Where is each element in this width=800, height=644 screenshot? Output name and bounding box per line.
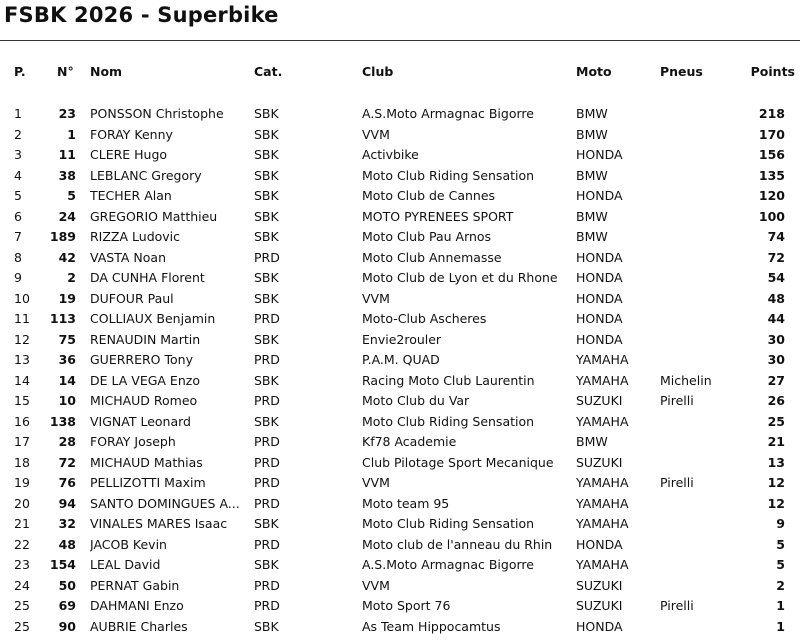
cell-moto: YAMAHA [576,557,629,572]
cell-position: 21 [14,516,30,531]
cell-moto: YAMAHA [576,475,629,490]
cell-moto: HONDA [576,618,623,634]
cell-category: PRD [254,577,280,593]
cell-club: Moto Club Riding Sensation [362,516,535,531]
cell-name: DE LA VEGA Enzo [90,372,200,388]
cell-points: 120 [758,188,785,203]
cell-moto: HONDA [576,331,623,347]
cell-points: 1 [776,598,785,613]
cell-moto: HONDA [576,311,623,326]
cell-number: 50 [58,577,76,593]
cell-number: 113 [49,311,76,326]
cell-points: 48 [767,290,785,306]
cell-category: PRD [254,598,280,613]
table-row [0,207,800,227]
cell-category: PRD [254,311,280,326]
cell-moto: HONDA [576,536,623,552]
cell-points: 25 [767,413,785,429]
cell-number: 42 [58,249,76,265]
title-divider [0,40,800,41]
cell-points: 2 [776,577,785,593]
cell-club: VVM [362,290,390,306]
cell-category: SBK [254,229,279,244]
cell-name: FORAY Joseph [90,434,176,449]
cell-points: 30 [767,331,785,347]
table-row [0,104,800,124]
cell-name: LEBLANC Gregory [90,167,202,183]
cell-number: 36 [58,352,76,367]
cell-name: VIGNAT Leonard [90,413,191,429]
cell-moto: HONDA [576,188,623,203]
cell-position: 2 [14,126,22,142]
cell-category: SBK [254,516,279,531]
cell-position: 24 [14,577,30,593]
cell-name: CLERE Hugo [90,147,168,162]
cell-moto: YAMAHA [576,516,629,531]
cell-club: Racing Moto Club Laurentin [362,372,535,388]
cell-moto: BMW [576,434,608,449]
table-row [0,350,800,370]
table-row [0,248,800,268]
table-header [0,62,800,82]
cell-points: 26 [767,393,785,408]
cell-points: 5 [776,557,785,572]
table-row [0,145,800,165]
cell-moto: SUZUKI [576,598,623,613]
table-row [0,412,800,432]
cell-club: Moto club de l'anneau du Rhin [362,536,553,552]
cell-position: 19 [14,475,30,490]
cell-position: 22 [14,536,30,552]
cell-category: SBK [254,413,279,429]
cell-points: 100 [758,208,785,224]
cell-name: COLLIAUX Benjamin [90,311,216,326]
cell-number: 38 [58,167,76,183]
cell-points: 21 [767,434,785,449]
cell-position: 1 [14,106,22,121]
cell-points: 12 [767,475,785,490]
cell-number: 189 [49,229,76,244]
cell-number: 75 [58,331,76,347]
table-row [0,473,800,493]
cell-category: SBK [254,372,279,388]
cell-tyres: Pirelli [660,598,694,613]
cell-points: 9 [776,516,785,531]
cell-number: 14 [58,372,76,388]
cell-points: 12 [767,495,785,511]
cell-points: 30 [767,352,785,367]
cell-category: SBK [254,290,279,306]
cell-moto: BMW [576,167,608,183]
cell-club: Moto Club Pau Arnos [362,229,492,244]
cell-position: 6 [14,208,22,224]
cell-category: SBK [254,618,279,634]
table-row [0,309,800,329]
cell-name: MICHAUD Mathias [90,454,203,470]
cell-points: 72 [767,249,785,265]
table-row [0,186,800,206]
cell-club: P.A.M. QUAD [362,352,440,367]
cell-position: 13 [14,352,30,367]
header-moto: Moto [576,64,612,79]
cell-position: 7 [14,229,22,244]
table-row [0,432,800,452]
cell-position: 20 [14,495,30,511]
cell-position: 10 [14,290,30,306]
cell-number: 11 [58,147,76,162]
cell-category: PRD [254,536,280,552]
table-row [0,555,800,575]
cell-moto: HONDA [576,270,623,285]
cell-name: TECHER Alan [90,188,172,203]
cell-name: JACOB Kevin [90,536,167,552]
cell-position: 3 [14,147,22,162]
cell-number: 48 [58,536,76,552]
cell-name: PELLIZOTTI Maxim [90,475,206,490]
cell-points: 74 [767,229,785,244]
table-row [0,268,800,288]
cell-club: VVM [362,126,390,142]
cell-points: 170 [758,126,785,142]
cell-name: PERNAT Gabin [90,577,180,593]
cell-number: 19 [58,290,76,306]
cell-points: 135 [758,167,785,183]
cell-number: 154 [49,557,76,572]
cell-position: 25 [14,618,30,634]
cell-category: SBK [254,147,279,162]
cell-number: 90 [58,618,76,634]
cell-category: SBK [254,557,279,572]
cell-club: Moto Club de Lyon et du Rhone [362,270,558,285]
cell-points: 218 [758,106,785,121]
cell-number: 1 [67,126,76,142]
cell-category: PRD [254,475,280,490]
table-row [0,371,800,391]
cell-category: SBK [254,270,279,285]
cell-moto: YAMAHA [576,495,629,511]
cell-category: SBK [254,106,279,121]
cell-position: 8 [14,249,22,265]
cell-club: Moto Club de Cannes [362,188,496,203]
cell-tyres: Pirelli [660,393,694,408]
header-club: Club [362,64,394,79]
header-tyres: Pneus [660,64,703,79]
cell-points: 54 [767,270,785,285]
cell-name: MICHAUD Romeo [90,393,198,408]
cell-category: PRD [254,454,280,470]
cell-club: A.S.Moto Armagnac Bigorre [362,557,534,572]
cell-points: 13 [767,454,785,470]
cell-moto: YAMAHA [576,372,629,388]
cell-moto: SUZUKI [576,577,623,593]
cell-number: 94 [58,495,76,511]
table-row [0,391,800,411]
cell-number: 5 [67,188,76,203]
header-name: Nom [90,64,123,79]
page-title: FSBK 2026 - Superbike [4,3,279,27]
cell-club: Moto Club Annemasse [362,249,502,265]
cell-moto: BMW [576,106,608,121]
cell-position: 12 [14,331,30,347]
cell-position: 16 [14,413,30,429]
cell-club: Club Pilotage Sport Mecanique [362,454,554,470]
cell-name: PONSSON Christophe [90,106,224,121]
cell-category: PRD [254,393,280,408]
cell-position: 11 [14,311,30,326]
cell-position: 4 [14,167,22,183]
cell-category: SBK [254,208,279,224]
table-row [0,227,800,247]
cell-position: 15 [14,393,30,408]
cell-moto: YAMAHA [576,352,629,367]
cell-category: PRD [254,249,280,265]
cell-category: SBK [254,188,279,203]
cell-category: SBK [254,331,279,347]
cell-club: As Team Hippocamtus [362,618,501,634]
cell-category: SBK [254,167,279,183]
cell-club: Moto Sport 76 [362,598,451,613]
cell-name: RIZZA Ludovic [90,229,181,244]
cell-category: PRD [254,495,280,511]
cell-points: 1 [776,618,785,634]
cell-moto: BMW [576,229,608,244]
cell-position: 9 [14,270,22,285]
table-row [0,514,800,534]
table-row [0,535,800,555]
cell-club: VVM [362,475,390,490]
cell-name: VASTA Noan [90,249,167,265]
cell-name: SANTO DOMINGUES A... [90,495,240,511]
cell-club: Moto Club du Var [362,393,470,408]
table-row [0,453,800,473]
cell-moto: HONDA [576,147,623,162]
cell-position: 5 [14,188,22,203]
cell-club: VVM [362,577,390,593]
header-number: N° [57,64,74,79]
cell-name: DAHMANI Enzo [90,598,184,613]
cell-number: 138 [49,413,76,429]
cell-number: 28 [58,434,76,449]
cell-club: Moto-Club Ascheres [362,311,487,326]
cell-moto: HONDA [576,249,623,265]
cell-moto: SUZUKI [576,393,623,408]
header-position: P. [14,64,26,79]
cell-number: 76 [58,475,76,490]
cell-points: 5 [776,536,785,552]
cell-number: 10 [58,393,76,408]
cell-name: DA CUNHA Florent [90,270,205,285]
cell-points: 27 [767,372,785,388]
table-row [0,617,800,637]
cell-number: 2 [67,270,76,285]
cell-club: A.S.Moto Armagnac Bigorre [362,106,534,121]
cell-points: 44 [767,311,785,326]
cell-number: 32 [58,516,76,531]
cell-moto: BMW [576,208,608,224]
cell-number: 24 [58,208,76,224]
cell-name: VINALES MARES Isaac [90,516,228,531]
cell-club: Envie2rouler [362,331,442,347]
table-row [0,289,800,309]
cell-category: SBK [254,126,279,142]
cell-club: Activbike [362,147,419,162]
cell-club: Moto team 95 [362,495,450,511]
table-row [0,576,800,596]
cell-position: 23 [14,557,30,572]
cell-tyres: Michelin [660,372,712,388]
cell-position: 17 [14,434,30,449]
cell-name: FORAY Kenny [90,126,173,142]
cell-position: 14 [14,372,30,388]
cell-points: 156 [758,147,785,162]
cell-number: 72 [58,454,76,470]
header-points: Points [750,64,795,79]
cell-category: PRD [254,434,280,449]
table-row [0,125,800,145]
cell-name: LEAL David [90,557,161,572]
cell-name: DUFOUR Paul [90,290,174,306]
table-row [0,596,800,616]
cell-name: AUBRIE Charles [90,618,188,634]
cell-club: Kf78 Academie [362,434,457,449]
table-row [0,166,800,186]
cell-club: MOTO PYRENEES SPORT [362,208,514,224]
cell-category: PRD [254,352,280,367]
cell-name: RENAUDIN Martin [90,331,201,347]
header-category: Cat. [254,64,283,79]
cell-number: 23 [58,106,76,121]
cell-club: Moto Club Riding Sensation [362,413,535,429]
cell-moto: BMW [576,126,608,142]
cell-name: GREGORIO Matthieu [90,208,218,224]
cell-moto: HONDA [576,290,623,306]
table-row [0,330,800,350]
cell-position: 25 [14,598,30,613]
cell-tyres: Pirelli [660,475,694,490]
cell-position: 18 [14,454,30,470]
cell-name: GUERRERO Tony [90,352,193,367]
cell-club: Moto Club Riding Sensation [362,167,535,183]
cell-moto: SUZUKI [576,454,623,470]
cell-number: 69 [58,598,76,613]
table-row [0,494,800,514]
cell-moto: YAMAHA [576,413,629,429]
